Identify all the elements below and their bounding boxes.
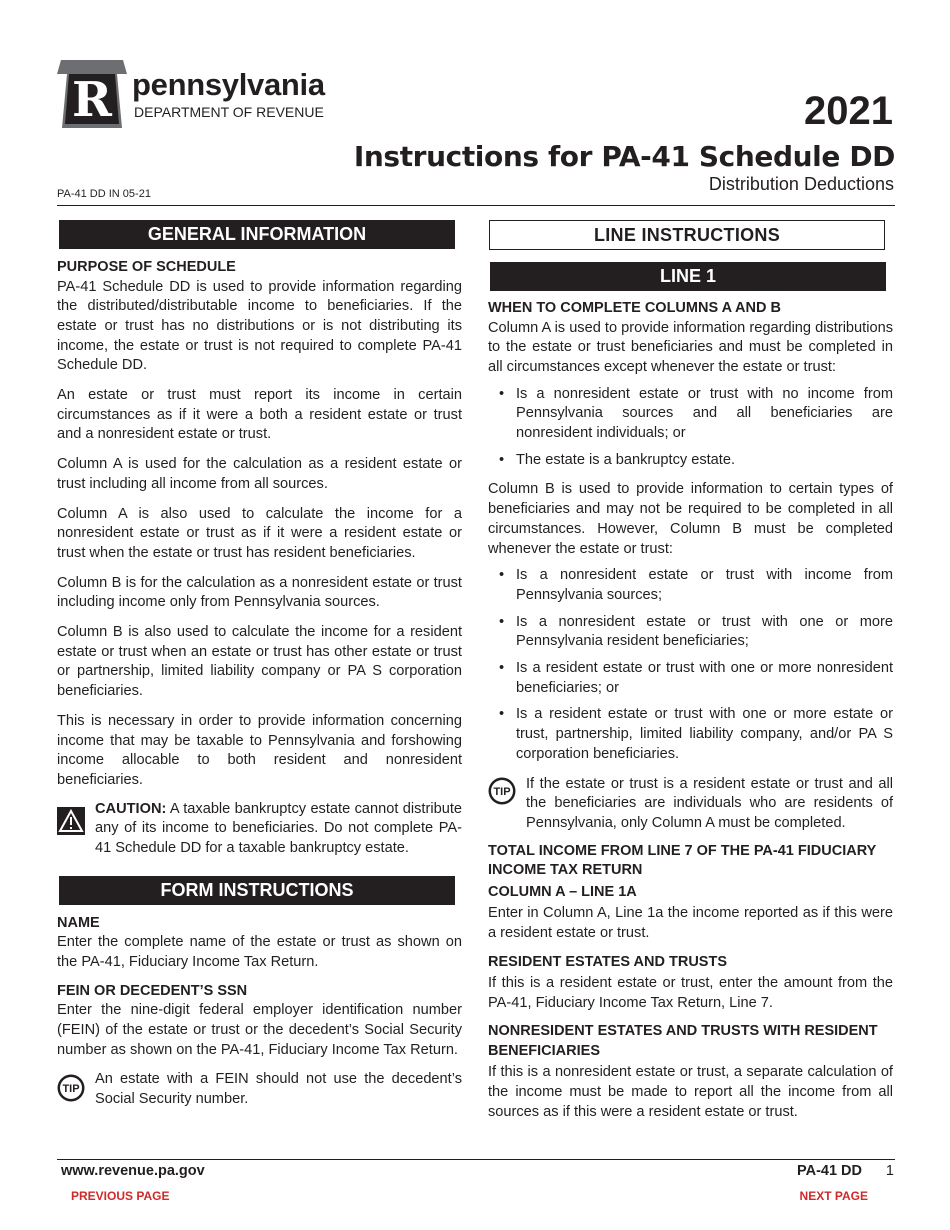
page-subtitle: Distribution Deductions [708,174,894,194]
svg-text:TIP: TIP [62,1083,80,1096]
form-code: PA-41 DD IN 05-21 [57,188,151,200]
brand-name: pennsylvania [132,67,325,102]
fein-text: Enter the nine-digit federal employer identification number (FEIN) of the estate or trust or the decedent’s Social Security number as shown on the PA-41, Fiduciary Income Tax Return. [57,1002,462,1058]
general-information-heading: GENERAL INFORMATION [59,220,455,249]
list-item: • Is a resident estate or trust with one or more estate or trust, partnership, limited liability company, and/or PA S corporation beneficiaries. [488,705,893,764]
list-item: • Is a nonresident estate or trust with income from Pennsylvania sources; [488,566,893,605]
previous-page-link[interactable]: PREVIOUS PAGE [71,1189,170,1203]
footer-divider [57,1159,895,1160]
fein-heading: FEIN OR DECEDENT’S SSN [57,982,248,999]
svg-text:TIP: TIP [493,785,511,798]
nonresident-estates-heading: NONRESIDENT ESTATES AND TRUSTS WITH RESIDENT BENEFICIARIES [488,1023,878,1059]
brand-department: DEPARTMENT OF REVENUE [134,104,324,120]
purpose-paragraph: Column A is used for the calculation as a resident estate or trust including all income from all sources. [57,456,462,492]
next-page-link[interactable]: NEXT PAGE [799,1189,868,1203]
tax-year: 2021 [804,89,893,133]
column-a-text: Column A is used to provide information regarding distributions to the estate or trust beneficiaries and must be completed in all circumstances except whenever the estate or trust: [488,319,893,375]
tip-note [488,775,893,834]
footer-url[interactable]: www.revenue.pa.gov [61,1163,205,1179]
purpose-paragraph: Column B is for the calculation as a nonresident estate or trust including income only from Pennsylvania sources. [57,574,462,611]
form-instructions-heading: FORM INSTRUCTIONS [59,876,455,905]
purpose-paragraph: Column A is also used to calculate the income for a nonresident estate or trust as if it were a resident estate or trust when the estate or trust has resident beneficiaries. [57,505,462,561]
purpose-paragraph: Column B is also used to calculate the income for a resident estate or trust when an estate or trust has other estate or trust or partnership, limited liability company or PA S corporation beneficiaries. [57,624,462,700]
tip-text: An estate with a FEIN should not use the decedent’s Social Security number. [95,1071,462,1107]
list-item: • The estate is a bankruptcy estate. [488,451,893,471]
tip-icon [488,777,516,805]
page-title: Instructions for PA-41 Schedule DD [353,140,895,173]
resident-estates-text: If this is a resident estate or trust, enter the amount from the PA-41, Fiduciary Income Tax Return, Line 7. [488,975,893,1011]
line-1-heading: LINE 1 [490,262,886,291]
right-column [488,220,893,1123]
logo-letter: R [72,72,112,128]
caution-triangle-icon [57,807,85,835]
caution-label: CAUTION: [95,800,167,817]
caution-text: A taxable bankruptcy estate cannot distribute any of its income to beneficiaries. Do not complete PA-41 Schedule DD for a taxable bankruptcy estate. [95,800,462,857]
keystone-logo-icon [57,60,127,128]
pa-revenue-logo [57,60,337,130]
column-a-line-1a-heading: COLUMN A – LINE 1A [488,883,637,900]
line-instructions-heading: LINE INSTRUCTIONS [489,220,885,250]
column-a-line-1a-text: Enter in Column A, Line 1a the income reported as if this were a resident estate or trust. [488,905,893,941]
purpose-paragraph: An estate or trust must report its income in certain circumstances as if it were a both a resident estate or trust and a nonresident estate or trust. [57,387,462,443]
purpose-paragraph: PA-41 Schedule DD is used to provide information regarding the distributed/distributable income to beneficiaries. If the estate or trust has no distributions or is not distributing its income, the estate or trust is not required to complete PA-41 Schedule DD. [57,278,462,374]
list-item: • Is a nonresident estate or trust with no income from Pennsylvania sources and all beneficiaries are nonresident individuals; or [488,385,893,444]
left-column [57,220,462,1110]
caution-note [57,800,462,859]
total-income-heading: TOTAL INCOME FROM LINE 7 OF THE PA-41 FIDUCIARY INCOME TAX RETURN [488,842,877,879]
column-a-list [488,385,893,471]
header-divider [57,205,895,206]
tip-icon [57,1074,85,1102]
tip-note [57,1070,462,1109]
when-to-complete-heading: WHEN TO COMPLETE COLUMNS A AND B [488,300,781,316]
column-b-list [488,566,893,764]
page-number: 1 [885,1163,894,1179]
nonresident-estates-text: If this is a nonresident estate or trust, a separate calculation of the income must be made to report all the income from all sources as if this were a resident estate or trust. [488,1064,893,1120]
list-item: • Is a nonresident estate or trust with one or more Pennsylvania resident beneficiaries; [488,613,893,652]
list-item: • Is a resident estate or trust with one or more nonresident beneficiaries; or [488,659,893,698]
purpose-paragraph: This is necessary in order to provide information concerning income that may be taxable to Pennsylvania and forshowing income allocable to both resident and nonresident beneficiaries. [57,712,462,788]
name-text: Enter the complete name of the estate or trust as shown on the PA-41, Fiduciary Income Tax Return. [57,934,462,970]
tip-text: If the estate or trust is a resident estate or trust and all the beneficiaries are individuals who are residents of Pennsylvania, only Column A must be completed. [526,775,893,831]
resident-estates-heading: RESIDENT ESTATES AND TRUSTS [488,953,727,970]
purpose-heading: PURPOSE OF SCHEDULE [57,259,236,275]
name-heading: NAME [57,914,100,931]
footer-form-id: PA-41 DD [797,1163,862,1179]
column-b-text: Column B is used to provide information to certain types of beneficiaries and may not be required to be completed in all circumstances. However, Column B must be completed whenever the estate or trust: [488,481,893,557]
